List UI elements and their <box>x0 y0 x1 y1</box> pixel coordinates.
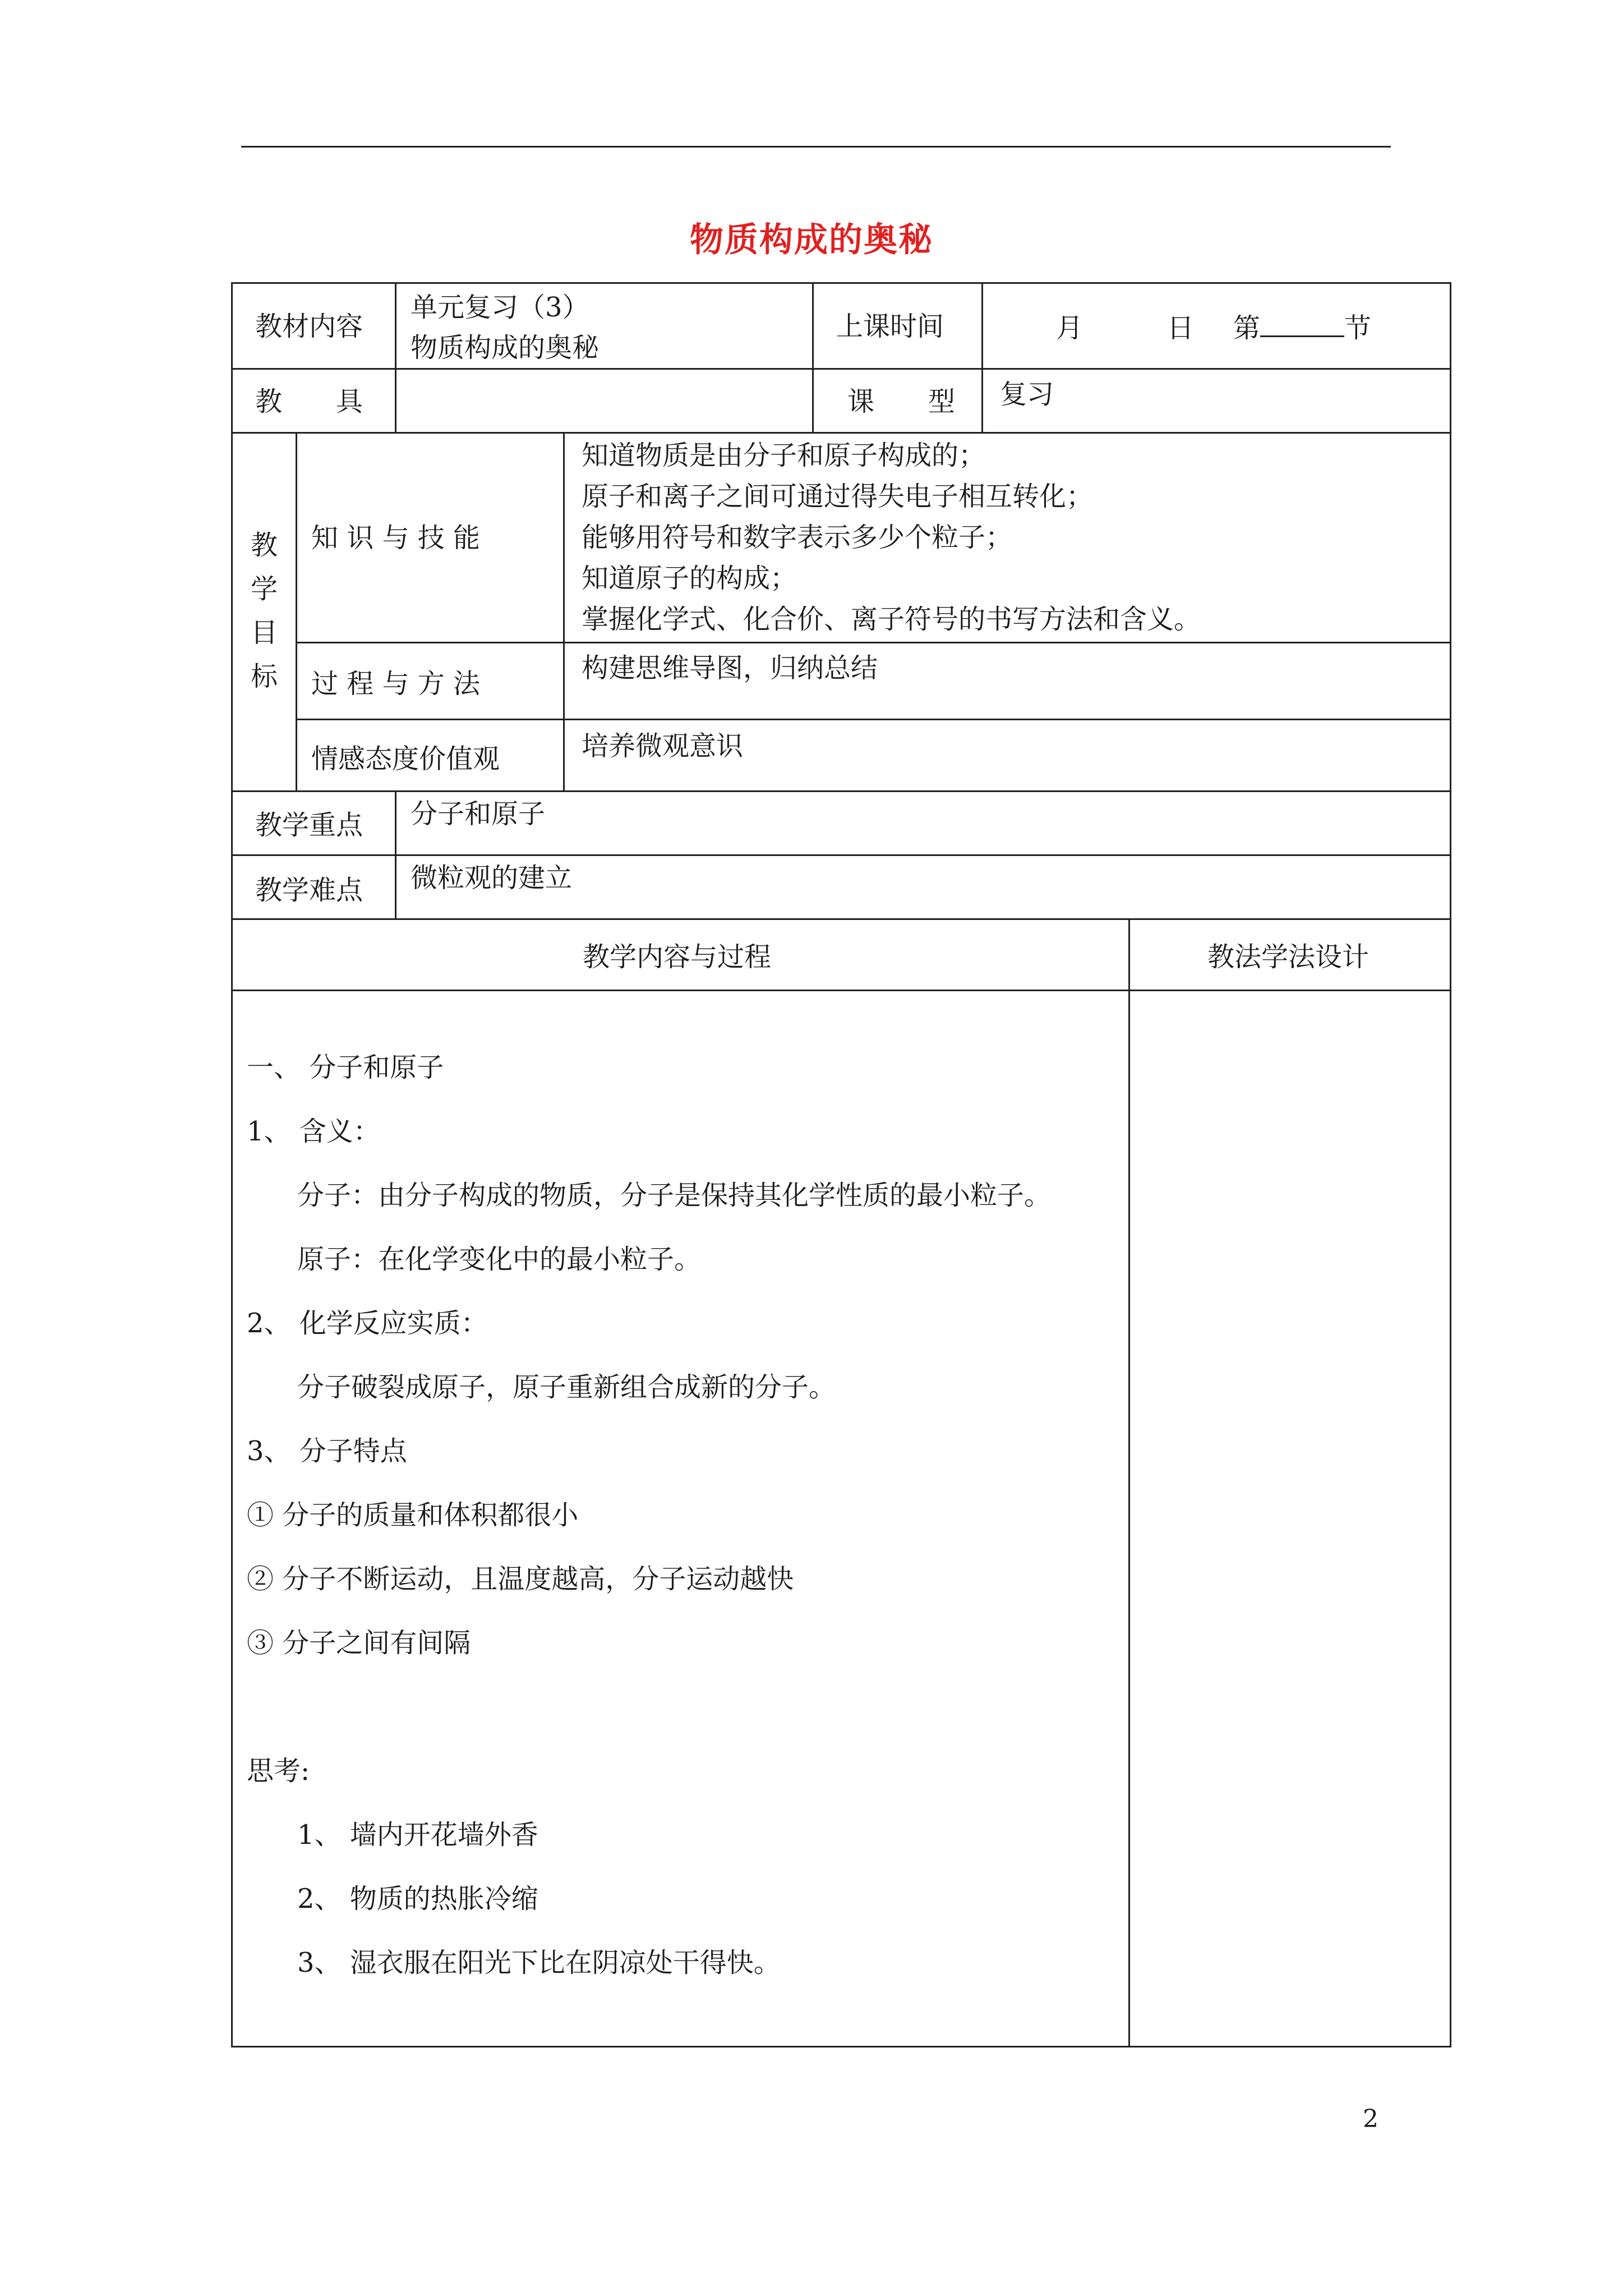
knowledge-item-1: 知道物质是由分子和原子构成的； <box>582 440 986 471</box>
material-line1: 单元复习（3） <box>411 292 589 323</box>
attitude-label: 情感态度价值观 <box>311 743 500 775</box>
cell-focus-label <box>231 790 396 856</box>
cell-content-header-left <box>231 918 1130 991</box>
type-label: 课 型 <box>847 386 956 417</box>
material-line2: 物质构成的奥秘 <box>411 332 600 364</box>
cell-knowledge-label <box>296 432 565 643</box>
content-header-left: 教学内容与过程 <box>583 941 772 973</box>
cell-tools-value <box>395 368 814 434</box>
cell-type-value <box>981 368 1451 434</box>
molecule-definition: 分子：由分子构成的物质，分子是保持其化学性质的最小粒子。 <box>297 1180 1052 1211</box>
objectives-label: 教学目标 <box>250 530 278 692</box>
cell-focus-value <box>395 790 1451 856</box>
feature-1: ① 分子的质量和体积都很小 <box>247 1499 579 1531</box>
knowledge-item-5: 掌握化学式、化合价、离子符号的书写方法和含义。 <box>582 604 1201 635</box>
knowledge-item-2: 原子和离子之间可通过得失电子相互转化； <box>582 481 1094 512</box>
page-number: 2 <box>1363 2105 1378 2133</box>
item-1-heading: 1、 含义： <box>247 1116 380 1147</box>
cell-tools-label <box>231 368 396 434</box>
header-rule <box>241 146 1391 148</box>
cell-material-label <box>231 282 396 370</box>
cell-difficulty-value <box>395 854 1451 920</box>
atom-definition: 原子：在化学变化中的最小粒子。 <box>297 1244 702 1275</box>
section-1-heading: 一、 分子和原子 <box>247 1052 444 1083</box>
process-label: 过 程 与 方 法 <box>311 668 481 700</box>
time-label: 上课时间 <box>836 311 944 342</box>
cell-knowledge-value <box>563 432 1451 643</box>
cell-attitude-value <box>563 719 1451 792</box>
time-blank <box>1260 313 1344 337</box>
cell-attitude-label <box>296 719 565 792</box>
feature-2: ② 分子不断运动，且温度越高，分子运动越快 <box>247 1563 794 1595</box>
think-2: 2、 物质的热胀冷缩 <box>297 1883 538 1915</box>
time-jie: 节 <box>1344 312 1372 344</box>
time-di: 第 <box>1233 312 1261 344</box>
time-month: 月 <box>1056 312 1083 344</box>
cell-objectives-label <box>231 432 297 792</box>
difficulty-value: 微粒观的建立 <box>411 862 573 894</box>
think-label: 思考: <box>247 1755 310 1787</box>
reaction-essence: 分子破裂成原子，原子重新组合成新的分子。 <box>297 1372 836 1403</box>
type-value: 复习 <box>1000 379 1054 410</box>
cell-process-value <box>563 642 1451 720</box>
document-title: 物质构成的奥秘 <box>690 220 933 260</box>
cell-content-header-right <box>1128 918 1451 991</box>
cell-method-body <box>1128 990 1451 2047</box>
tools-label: 教 具 <box>255 386 363 417</box>
cell-time-label <box>812 282 983 370</box>
knowledge-item-4: 知道原子的构成； <box>582 563 797 594</box>
cell-time-value <box>981 282 1451 370</box>
cell-material-value <box>395 282 814 370</box>
think-1: 1、 墙内开花墙外香 <box>297 1819 538 1851</box>
knowledge-item-3: 能够用符号和数字表示多少个粒子； <box>582 522 1013 553</box>
cell-content-body <box>231 990 1130 2047</box>
content-header-right: 教法学法设计 <box>1207 941 1370 973</box>
feature-3: ③ 分子之间有间隔 <box>247 1627 471 1659</box>
process-value: 构建思维导图，归纳总结 <box>582 652 878 684</box>
item-2-heading: 2、 化学反应实质： <box>247 1308 488 1339</box>
material-label: 教材内容 <box>255 311 363 342</box>
time-value <box>1056 313 1371 342</box>
think-3: 3、 湿衣服在阳光下比在阴凉处干得快。 <box>297 1947 781 1978</box>
attitude-value: 培养微观意识 <box>582 730 744 762</box>
cell-type-label <box>812 368 983 434</box>
cell-process-label <box>296 642 565 720</box>
difficulty-label: 教学难点 <box>255 875 363 906</box>
focus-value: 分子和原子 <box>411 798 546 830</box>
time-day: 日 <box>1167 312 1195 344</box>
focus-label: 教学重点 <box>255 809 363 841</box>
knowledge-label: 知 识 与 技 能 <box>311 522 481 554</box>
item-3-heading: 3、 分子特点 <box>247 1435 407 1467</box>
cell-difficulty-label <box>231 854 396 920</box>
